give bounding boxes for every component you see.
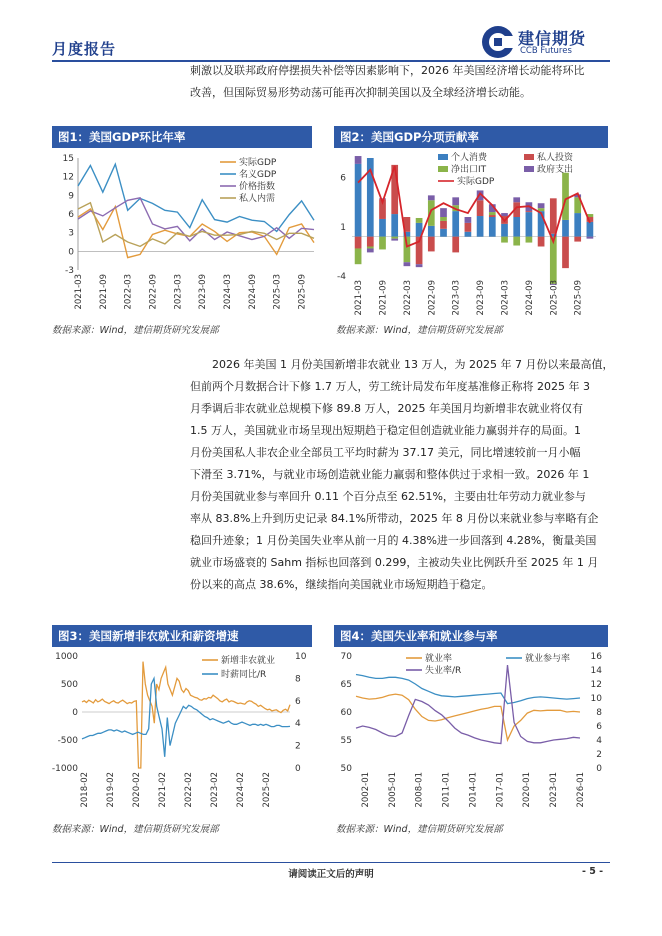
fig2-bar-segment [562, 173, 569, 220]
logo-cn-text: 建信期货 [518, 29, 587, 48]
fig3-x-tick: 2022-02 [184, 772, 195, 808]
fig2-bar-segment [562, 220, 569, 237]
fig2-bar-segment [513, 197, 520, 202]
fig3-chart [52, 650, 320, 820]
fig4-x-tick: 2014-01 [468, 772, 479, 808]
fig2-bar-segment [501, 237, 508, 243]
fig4-y-tick-left: 65 [340, 680, 352, 690]
fig2-bar-segment [574, 213, 581, 237]
fig4-x-tick: 2020-01 [522, 772, 533, 808]
fig2-bar-segment [587, 237, 594, 239]
fig2-bar-segment [355, 248, 362, 264]
fig2-bar-segment [574, 237, 581, 242]
fig2-bar-segment [501, 213, 508, 216]
body-line: 份以来的高点 38.6%，继续指向美国就业市场短期趋于稳定。 [190, 578, 493, 591]
fig4-x-tick: 2008-01 [414, 772, 425, 808]
fig3-legend-item: 新增非农就业 [221, 656, 276, 666]
fig1-y-tick: -3 [65, 266, 74, 276]
fig1-x-tick: 2021-09 [98, 274, 109, 310]
fig2-source: 数据来源：Wind，建信期货研究发展部 [336, 325, 503, 336]
fig3-y-tick-right: 2 [295, 741, 301, 752]
fig3-y-tick-right: 10 [295, 652, 307, 662]
fig2-bar-segment [538, 203, 545, 208]
fig2-bar-segment [538, 237, 545, 247]
fig2-y-tick: 1 [340, 222, 346, 233]
fig4-legend-item: 就业参与率 [525, 654, 571, 664]
fig1-x-tick: 2022-03 [123, 274, 134, 310]
fig2-bar-segment [367, 237, 374, 247]
fig2-bar-segment [465, 232, 472, 237]
body-line: 1.5 万人，美国就业市场呈现出短期趋于稳定但创造就业能力赢弱并存的局面。1 [190, 424, 581, 437]
fig2-bar-segment [452, 237, 459, 253]
fig1-y-tick: 3 [68, 228, 74, 239]
fig2-y-tick: -4 [337, 272, 346, 282]
fig2-bar-segment [477, 216, 484, 237]
body-line: 就业市场盛衰的 Sahm 指标也回落到 0.299，主被动失业比例跃升至 2025 年 1 月 [190, 556, 599, 569]
fig4-y-tick-right: 6 [596, 722, 602, 732]
fig2-legend-item: 实际GDP [457, 177, 495, 187]
fig1-legend-item: 私人内需 [239, 194, 276, 204]
fig2-chart [334, 150, 610, 320]
fig2-bar-segment [428, 237, 435, 252]
fig2-bar-segment [428, 195, 435, 200]
body-line: 率从 83.8%上升到历史记录 84.1%所带动，2025 年 8 月份以来就业参与率略有企 [190, 512, 599, 525]
fig2-bar-segment [562, 237, 569, 268]
ccb-logo-icon [480, 24, 516, 60]
fig2-bar-segment [416, 264, 423, 267]
body-line: 月份美国私人非农企业全部员工平均时薪为 37.17 美元，同比增速较前一月小幅 [190, 446, 581, 459]
logo-en-text: CCB Futures [520, 46, 572, 56]
fig4-legend-item: 失业率/R [425, 666, 462, 676]
fig3-x-tick: 2025-02 [262, 772, 273, 808]
fig1-x-tick: 2025-03 [272, 274, 283, 310]
fig2-bar-segment [391, 239, 398, 241]
fig2-bar-segment [355, 237, 362, 249]
fig1-legend-item: 价格指数 [239, 182, 276, 192]
fig2-legend-item-swatch [524, 166, 534, 172]
fig2-legend-item: 净出口IT [451, 165, 487, 175]
fig4-x-tick: 2011-01 [441, 772, 452, 808]
fig2-bar-segment [465, 223, 472, 232]
fig4-y-tick-right: 12 [590, 680, 602, 690]
fig2-bar-segment [526, 211, 533, 212]
fig3-series-line-1 [82, 678, 290, 756]
fig2-bar-segment [550, 198, 557, 233]
body-line: 但前两个月数据合计下修 1.7 万人，劳工统计局发布年度基准修正称将 2025 年 3 [190, 380, 590, 393]
fig4-chart [334, 650, 610, 820]
fig2-x-tick: 2023-09 [476, 280, 487, 316]
fig2-bar-segment [452, 197, 459, 205]
intro-line-1: 刺激以及联邦政府停摆损失补偿等因素影响下，2026 年美国经济增长动能将环比 [190, 64, 585, 77]
fig2-legend-item-swatch [438, 154, 448, 160]
body-line: 月份美国就业参与率回升 0.11 个百分点至 62.51%，主要由壮年劳动力就业参与 [190, 490, 586, 503]
footer-disclaimer: 请阅读正文后的声明 [288, 869, 374, 880]
fig2-bar-segment [367, 247, 374, 249]
fig4-y-tick-left: 50 [340, 764, 352, 774]
fig4-y-tick-right: 14 [590, 666, 602, 676]
fig1-title: 图1：美国GDP环比年率 [52, 126, 312, 148]
fig4-y-tick-right: 2 [596, 750, 602, 760]
fig4-y-tick-right: 8 [596, 708, 602, 718]
company-logo [480, 22, 620, 62]
fig2-bar-segment [501, 224, 508, 237]
fig1-chart [52, 150, 320, 320]
fig2-x-tick: 2025-09 [573, 280, 584, 316]
body-line: 月季调后非农就业总规模下修 89.8 万人，2025 年美国月均新增非农就业将仅有 [190, 402, 583, 415]
fig1-y-tick: 9 [68, 191, 74, 202]
fig4-y-tick-right: 4 [596, 736, 602, 746]
fig2-bar-segment [489, 212, 496, 215]
fig2-x-tick: 2022-03 [402, 280, 413, 316]
fig4-y-tick-left: 55 [340, 736, 352, 746]
fig2-x-tick: 2022-09 [427, 280, 438, 316]
fig4-series-line-1 [356, 675, 580, 704]
fig4-series-line-0 [356, 694, 580, 740]
fig2-x-tick: 2025-03 [549, 280, 560, 316]
fig1-legend-item: 实际GDP [239, 158, 277, 168]
fig4-y-tick-left: 60 [340, 708, 352, 718]
fig3-y-tick-right: 4 [295, 719, 301, 730]
fig3-x-tick: 2018-02 [80, 772, 91, 808]
fig4-title: 图4：美国失业率和就业参与率 [334, 625, 608, 647]
fig1-x-tick: 2021-03 [74, 274, 84, 310]
fig3-title: 图3：美国新增非农就业和薪资增速 [52, 625, 312, 647]
fig2-bar-segment [538, 208, 545, 211]
fig2-bar-segment [404, 262, 411, 266]
fig2-bar-segment [391, 237, 398, 239]
fig4-legend-item: 就业率 [425, 654, 453, 664]
fig1-legend-item: 名义GDP [239, 170, 277, 180]
fig1-y-tick: 15 [62, 154, 74, 164]
fig3-x-tick: 2024-02 [236, 772, 247, 808]
fig2-title: 图2：美国GDP分项贡献率 [334, 126, 608, 148]
fig2-bar-segment [452, 211, 459, 237]
fig3-x-tick: 2019-02 [106, 772, 117, 808]
fig2-bar-segment [526, 212, 533, 237]
fig2-bar-segment [587, 222, 594, 237]
fig2-bar-segment [440, 208, 447, 217]
fig2-bar-segment [428, 226, 435, 237]
fig2-bar-segment [477, 200, 484, 216]
fig2-bar-segment [391, 214, 398, 237]
fig2-bar-segment [355, 164, 362, 237]
fig1-y-tick: 0 [68, 247, 74, 258]
fig4-x-tick: 2017-01 [495, 772, 506, 808]
fig2-y-tick: 6 [340, 173, 346, 184]
fig1-x-tick: 2022-09 [148, 274, 159, 310]
fig4-x-tick: 2005-01 [387, 772, 398, 808]
fig2-bar-segment [440, 229, 447, 237]
fig3-x-tick: 2021-02 [158, 772, 169, 808]
fig1-series-line-1 [78, 164, 314, 231]
fig1-x-tick: 2025-09 [297, 274, 308, 310]
fig3-y-tick-left: 0 [72, 708, 78, 718]
fig2-bar-segment [379, 219, 386, 237]
fig2-x-tick: 2024-09 [524, 280, 535, 316]
fig4-y-tick-right: 10 [590, 694, 602, 704]
fig2-legend-item-swatch [438, 166, 448, 172]
fig3-y-tick-left: 500 [60, 680, 78, 690]
fig3-x-tick: 2023-02 [210, 772, 221, 808]
fig2-bar-segment [489, 215, 496, 217]
footer-divider [52, 862, 610, 863]
fig2-bar-segment [440, 221, 447, 229]
fig4-y-tick-right: 16 [590, 652, 602, 662]
fig4-x-tick: 2023-01 [549, 772, 560, 808]
fig1-source: 数据来源：Wind，建信期货研究发展部 [52, 325, 219, 336]
fig3-y-tick-left: -500 [57, 736, 78, 746]
fig1-x-tick: 2023-09 [198, 274, 209, 310]
fig2-bar-segment [428, 200, 435, 226]
fig1-x-tick: 2024-09 [247, 274, 258, 310]
fig3-source: 数据来源：Wind，建信期货研究发展部 [52, 824, 219, 835]
fig3-x-tick: 2020-02 [132, 772, 143, 808]
report-type-title: 月度报告 [52, 40, 117, 58]
fig2-x-tick: 2021-09 [378, 280, 389, 316]
fig2-legend-item: 政府支出 [537, 165, 574, 175]
fig1-y-tick: 6 [68, 210, 74, 220]
fig2-bar-segment [440, 217, 447, 221]
fig2-bar-segment [367, 248, 374, 252]
fig2-legend-item: 私人投资 [537, 153, 574, 163]
fig2-bar-segment [513, 217, 520, 237]
intro-line-2: 改善，但国际贸易形势动荡可能再次抑制美国以及全球经济增长动能。 [190, 86, 531, 99]
fig2-x-tick: 2023-03 [451, 280, 462, 316]
fig2-legend-item-swatch [524, 154, 534, 160]
fig4-y-tick-right: 0 [596, 764, 602, 774]
fig4-x-tick: 2002-01 [360, 772, 371, 808]
fig3-y-tick-right: 8 [295, 674, 301, 685]
fig4-y-tick-left: 70 [340, 652, 352, 662]
fig2-x-tick: 2021-03 [354, 280, 365, 316]
fig2-bar-segment [465, 217, 472, 223]
fig3-y-tick-left: 1000 [55, 652, 78, 662]
fig2-legend-item: 个人消费 [451, 153, 488, 163]
fig4-source: 数据来源：Wind，建信期货研究发展部 [336, 824, 503, 835]
fig3-y-tick-right: 6 [295, 696, 301, 707]
fig2-bar-segment [379, 237, 386, 250]
fig1-y-tick: 12 [62, 172, 74, 183]
fig3-y-tick-right: 0 [295, 764, 301, 774]
fig2-bar-segment [489, 217, 496, 237]
body-paragraph [190, 354, 614, 596]
fig1-x-tick: 2024-03 [223, 274, 234, 310]
fig2-bar-segment [526, 237, 533, 243]
page-number: - 5 - [582, 866, 604, 877]
fig2-bar-segment [355, 156, 362, 164]
fig2-bar-segment [513, 237, 520, 246]
body-line: 稳回升迹象；1 月份美国失业率从前一月的 4.38%进一步回落到 4.28%，衡量美国 [190, 534, 597, 547]
fig3-legend-item: 时薪同比/R [221, 670, 267, 680]
fig3-y-tick-left: -1000 [51, 764, 78, 774]
fig1-x-tick: 2023-03 [173, 274, 184, 310]
fig2-x-tick: 2024-03 [500, 280, 511, 316]
body-line: 下滑至 3.71%，与就业市场创造就业能力赢弱和整体供过于求相一致。2026 年 1 [190, 468, 590, 481]
fig4-x-tick: 2026-01 [576, 772, 586, 808]
fig2-bar-segment [416, 218, 423, 223]
body-line: 2026 年美国 1 月份美国新增非农就业 13 万人，为 2025 年 7 月份以来最高值， [212, 358, 614, 371]
